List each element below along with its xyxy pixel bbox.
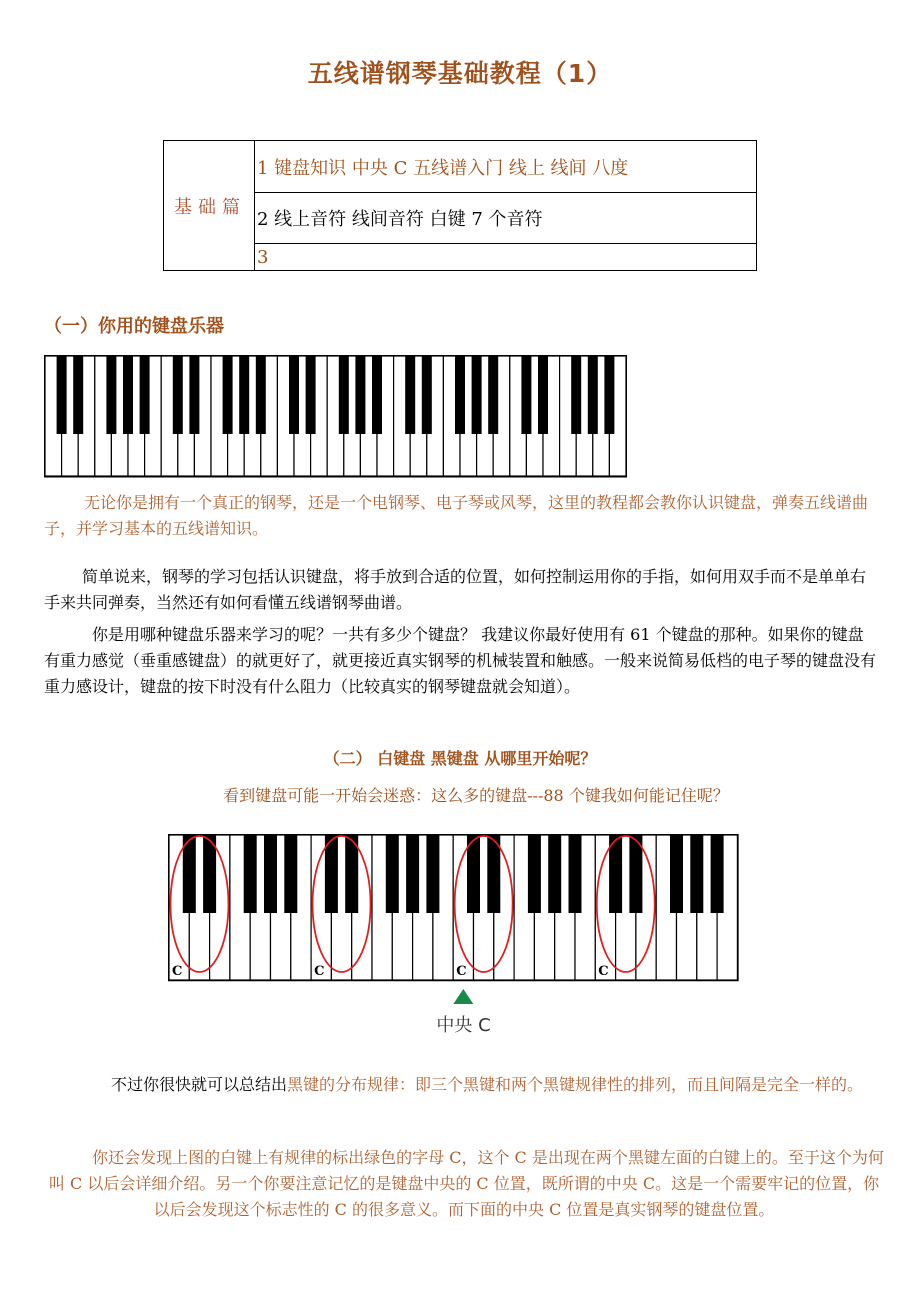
black-key [140,356,150,434]
black-key [386,835,399,913]
section-2-paragraph-1-lead: 不过你很快就可以总结出 [110,1075,287,1094]
table-of-contents [163,140,757,271]
black-key [239,356,249,434]
black-key [588,356,598,434]
black-key [123,356,133,434]
black-key [670,835,683,913]
c-key-marker: C [172,964,183,979]
black-key [711,835,724,913]
black-key [284,835,297,913]
middle-c-label: 中央 C [436,1015,491,1036]
section-2-paragraph-1-rule: 黑键的分布规律：即三个黑键和两个黑键规律性的排列，而且间隔是完全一样的。 [287,1075,864,1094]
section-1-heading: （一）你用的键盘乐器 [44,316,224,337]
black-key [538,356,548,434]
toc-section-label: 基础篇 [164,141,255,271]
black-key [426,835,439,913]
black-key [264,835,277,913]
c-key-marker: C [598,964,609,979]
black-key [521,356,531,434]
section-1-paragraph-1: 无论你是拥有一个真正的钢琴，还是一个电钢琴、电子琴或风琴，这里的教程都会教你认识键盘，弹奏五线谱曲子，并学习基本的五线谱知识。 [44,493,869,538]
section-1-paragraph-3: 你是用哪种键盘乐器来学习的呢？一共有多少个键盘？ 我建议你最好使用有 61 个键盘的那种。如果你的键盘有重力感觉（垂重感键盘）的就更好了，就更接近真实钢琴的机械装置和触感。一般来说简易低档的电子琴的键盘没有重力感设计，键盘的按下时没有什么阻力（比较真实的钢琴键盘就会知道）。 [44,625,877,696]
toc-item-2: 2 线上音符 线间音符 白键 7 个音符 [255,193,757,244]
keyboard-illustration-1 [44,355,627,479]
black-key [73,356,83,434]
black-key [372,356,382,434]
toc-item-3: 3 [255,244,757,271]
black-key [690,835,703,913]
black-key [339,356,349,434]
black-key [405,356,415,434]
black-key [306,356,316,434]
black-key [106,356,116,434]
black-key [455,356,465,434]
black-key [244,835,257,913]
black-key [256,356,266,434]
section-2-paragraph-1 [48,1072,878,1098]
middle-c-arrow-icon [453,989,473,1004]
black-key [289,356,299,434]
section-2-subtitle: 看到键盘可能一开始会迷惑：这么多的键盘---88 个键我如何能记住呢？ [223,786,729,805]
toc-item-1: 1 键盘知识 中央 C 五线谱入门 线上 线间 八度 [255,141,757,193]
c-key-marker: C [314,964,325,979]
black-key [472,356,482,434]
section-2-heading: （二） 白键盘 黑键盘 从哪里开始呢？ [323,749,597,768]
black-key [406,835,419,913]
black-key [571,356,581,434]
page-title: 五线谱钢琴基础教程（1） [307,59,613,88]
black-key [223,356,233,434]
black-key [173,356,183,434]
black-key [57,356,67,434]
black-key [604,356,614,434]
section-1-paragraph-2: 简单说来，钢琴的学习包括认识键盘，将手放到合适的位置，如何控制运用你的手指，如何用双手而不是单单右手来共同弹奏，当然还有如何看懂五线谱钢琴曲谱。 [44,567,867,612]
section-2-paragraph-2: 你还会发现上图的白键上有规律的标出绿色的字母 C，这个 C 是出现在两个黑键左面的白键上的。至于这个为何叫 C 以后会详细介绍。另一个你要注意记忆的是键盘中央的 C 位置，既所谓的中央 C。这是一个需要牢记的位置，你以后会发现这个标志性的 C 的很多意义。而下面的中央 C 位置是真实钢琴的键盘位置。 [48,1148,884,1219]
black-key [355,356,365,434]
keyboard-illustration-2 [168,834,750,1039]
black-key [189,356,199,434]
black-key [569,835,582,913]
c-key-marker: C [456,964,467,979]
black-key [488,356,498,434]
black-key [528,835,541,913]
black-key [548,835,561,913]
black-key [422,356,432,434]
